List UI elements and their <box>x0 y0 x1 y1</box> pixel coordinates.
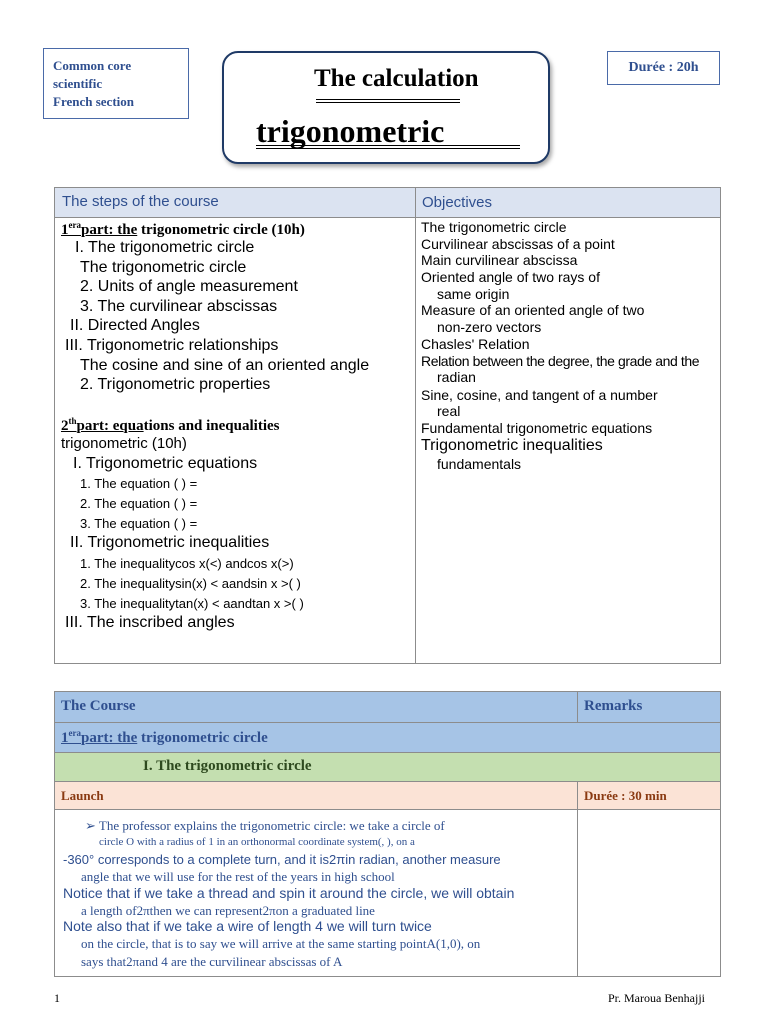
objective-item: The trigonometric circle <box>421 219 567 235</box>
launch-duration: Durée : 30 min <box>584 788 667 803</box>
page-number: 1 <box>54 991 60 1005</box>
objective-item: fundamentals <box>437 456 522 472</box>
objective-item: Sine, cosine, and tangent of a number <box>421 387 658 403</box>
part1-item: III. Trigonometric relationships <box>65 337 279 354</box>
part2-item: I. Trigonometric equations <box>73 455 258 472</box>
section-title: I. The trigonometric circle <box>143 758 312 774</box>
course-table <box>54 691 721 977</box>
course-text-line: Notice that if we take a thread and spin it around the circle, we will obtain <box>63 885 515 901</box>
title-line-1: The calculation <box>314 65 479 92</box>
course-text-line: on the circle, that is to say we will arrive at the same starting pointA(1,0), on <box>81 936 481 951</box>
objective-item: Chasles' Relation <box>421 336 530 352</box>
objectives-header: Objectives <box>422 194 493 211</box>
part2-item: 1. The equation ( ) = <box>80 476 198 491</box>
objective-item: non-zero vectors <box>437 319 542 335</box>
steps-table <box>54 187 721 664</box>
level-line-1: Common core <box>53 58 132 73</box>
objective-item: radian <box>437 369 476 385</box>
duration-box: Durée : 20h <box>607 51 720 85</box>
part-row <box>55 723 720 753</box>
title-underline <box>316 99 460 100</box>
part1-item: 2. Units of angle measurement <box>80 278 298 295</box>
part2-item: 1. The inequalitycos x(<) andcos x(>) <box>80 556 294 571</box>
course-text-line: says that2πand 4 are the curvilinear abscissas of A <box>81 954 343 969</box>
course-text-line: a length of2πthen we can represent2πon a graduated line <box>81 903 375 918</box>
part2-item: II. Trigonometric inequalities <box>70 534 270 551</box>
objective-item: same origin <box>437 286 510 302</box>
author: Pr. Maroua Benhajji <box>608 991 705 1005</box>
part2-item: 3. The inequalitytan(x) < aandtan x >( ) <box>80 596 304 611</box>
column-divider <box>577 692 578 723</box>
objective-item: Fundamental trigonometric equations <box>421 420 653 436</box>
level-line-3: French section <box>53 94 134 109</box>
level-box <box>43 48 189 119</box>
part1-item: II. Directed Angles <box>70 317 200 334</box>
title-underline <box>256 145 520 146</box>
launch-row <box>55 782 720 810</box>
title-underline <box>316 102 460 103</box>
part1-item: I. The trigonometric circle <box>75 239 255 256</box>
part2-item: 3. The equation ( ) = <box>80 516 198 531</box>
course-header-row <box>55 692 720 723</box>
course-text-line: ➢ The professor explains the trigonometric circle: we take a circle of <box>85 818 445 833</box>
section-row <box>55 753 720 782</box>
part1-item: 2. Trigonometric properties <box>80 376 271 393</box>
course-text-line: circle O with a radius of 1 in an orthonormal coordinate system(, ), on a <box>99 836 415 848</box>
objective-item: Curvilinear abscissas of a point <box>421 236 615 252</box>
title-box <box>222 51 550 164</box>
part2-subheading: trigonometric (10h) <box>61 435 187 452</box>
objective-item: Measure of an oriented angle of two <box>421 302 645 318</box>
launch-label: Launch <box>61 788 104 803</box>
steps-header: The steps of the course <box>62 193 219 210</box>
steps-table-header <box>55 188 720 218</box>
column-divider <box>577 782 578 976</box>
remarks-header: Remarks <box>584 698 643 714</box>
title-line-2: trigonometric <box>256 113 445 149</box>
course-text-line: -360° corresponds to a complete turn, and it is2πin radian, another measure <box>63 852 501 867</box>
part1-item: The cosine and sine of an oriented angle <box>80 357 370 374</box>
course-text-line: angle that we will use for the rest of the years in high school <box>81 869 395 884</box>
objective-item: Trigonometric inequalities <box>421 437 603 454</box>
part2-heading: 2thpart: equations and inequalities <box>61 416 280 434</box>
part1-heading: $1^{era}part$: the trigonometric circle (10h) <box>61 220 305 238</box>
course-text-line: Note also that if we take a wire of length 4 we will turn twice <box>63 918 432 934</box>
objective-item: Main curvilinear abscissa <box>421 252 578 268</box>
part2-item: 2. The equation ( ) = <box>80 496 198 511</box>
objective-item: Oriented angle of two rays of <box>421 269 600 285</box>
column-divider <box>415 188 416 663</box>
objective-item: real <box>437 403 461 419</box>
course-part1-heading: $1^{era}part$: the trigonometric circle <box>61 728 268 746</box>
part1-item: 3. The curvilinear abscissas <box>80 298 278 315</box>
part2-item: 2. The inequalitysin(x) < aandsin x >( ) <box>80 576 301 591</box>
objective-item: Relation between the degree, the grade and the <box>421 353 700 369</box>
course-header: The Course <box>61 698 136 714</box>
title-underline <box>256 148 520 149</box>
level-line-2: scientific <box>53 76 103 91</box>
part2-item: III. The inscribed angles <box>65 614 235 631</box>
part1-item: The trigonometric circle <box>80 259 247 276</box>
